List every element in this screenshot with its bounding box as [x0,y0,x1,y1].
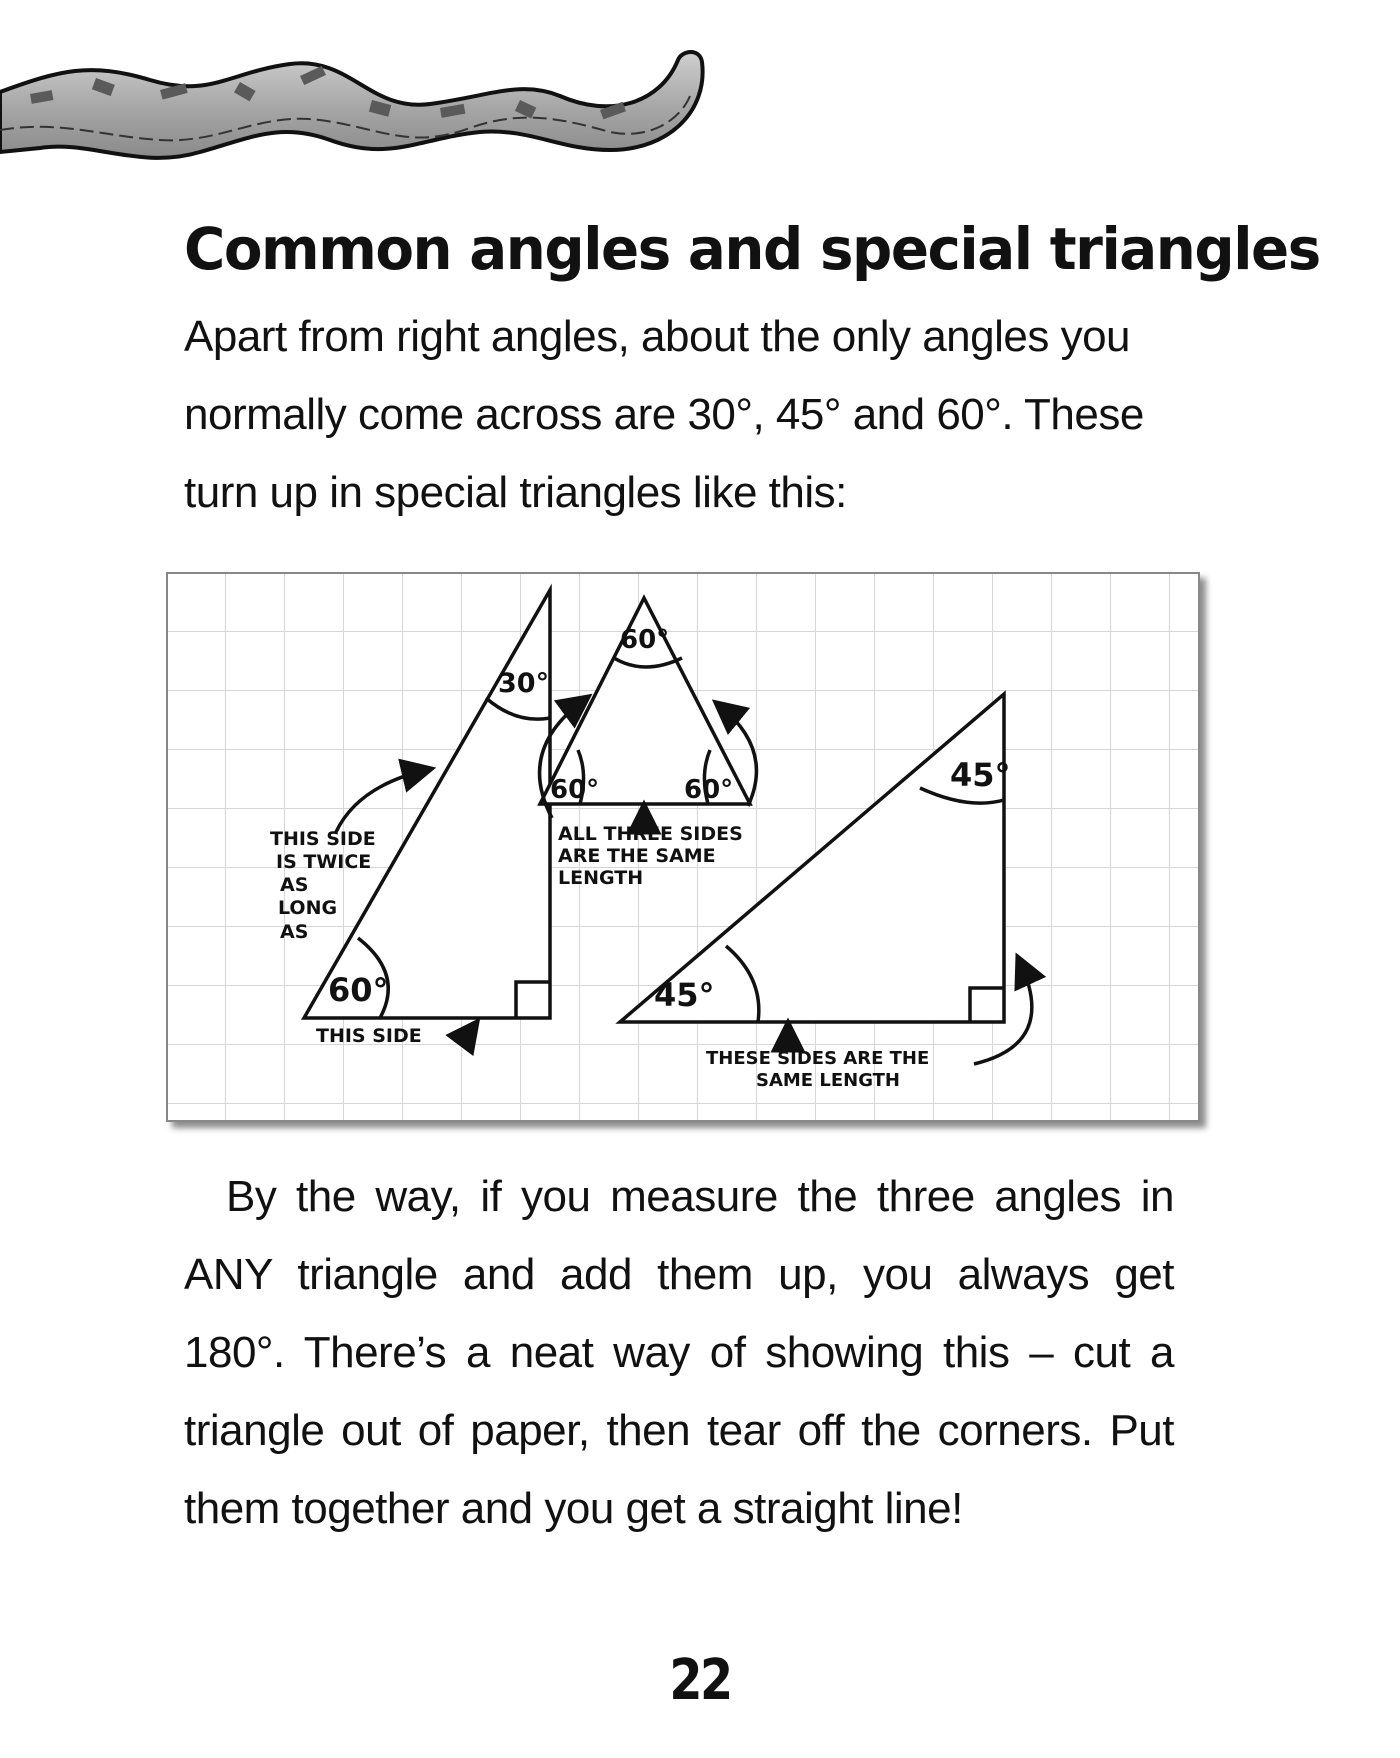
intro-paragraph: Apart from right angles, about the only angles you normally come across are 30°, 45° and 60°. These turn up in special triangles like this: [184,312,1144,517]
page-heading: Common angles and special triangles [184,215,1320,283]
angle-45-top-label: 45° [950,756,1011,794]
page-number: 22 [669,1648,731,1713]
equilateral-left-angle: 60° [550,775,600,805]
equilateral-top-angle: 60° [620,625,670,655]
special-triangles-figure [166,572,1200,1122]
base-note: THIS SIDE [316,1025,422,1047]
equilateral-right-angle: 60° [684,775,734,805]
angle-30-label: 30° [498,668,550,699]
angle-45-left-label: 45° [654,976,715,1014]
angle-60-label: 60° [328,971,389,1009]
closing-paragraph: By the way, if you measure the three angles in ANY triangle and add them up, you always get 180°. There’s a neat way of showing this – cut a triangle out of paper, then tear off the corners. Put them together and you get a straight line! [184,1172,1174,1533]
equilateral-note: ALL THREE SIDES ARE THE SAME LENGTH [558,823,743,889]
equal-sides-note: THESE SIDES ARE THE SAME LENGTH [706,1048,930,1091]
decorative-snake-illustration [0,0,720,180]
hypotenuse-note: THIS SIDE IS TWICE AS LONG AS [270,828,376,943]
triangles-diagram [168,574,1198,1120]
